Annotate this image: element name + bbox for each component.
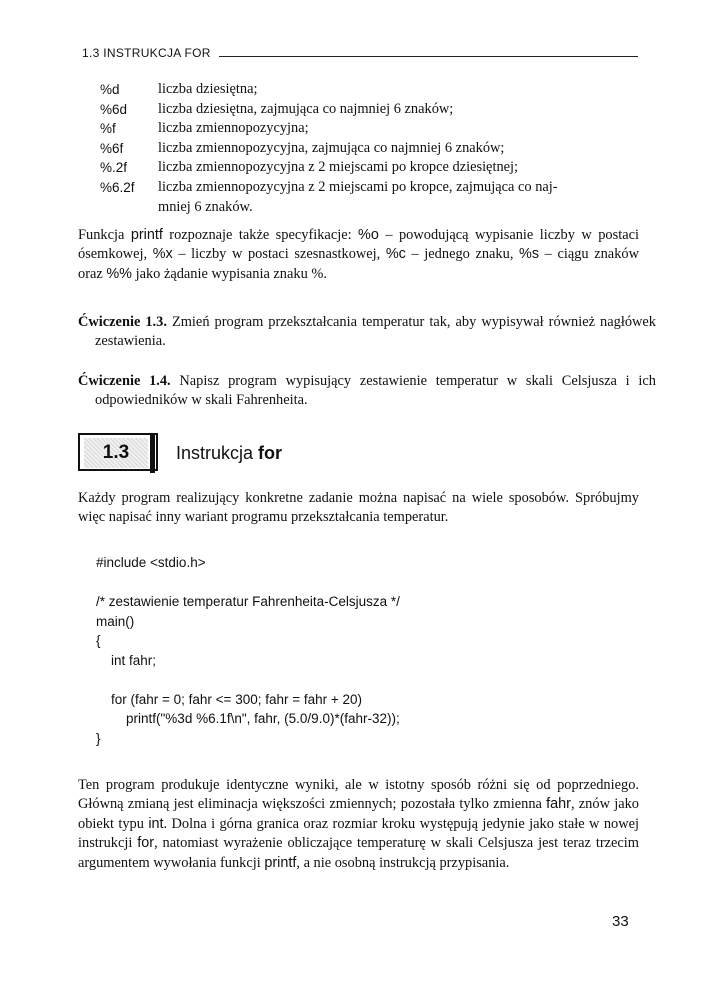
text-run: – powodującą wypisanie liczby w postaci ósemkowej,	[78, 227, 639, 263]
exercise-1-4	[78, 372, 656, 411]
specifier-description: liczba dziesiętna;	[158, 81, 258, 97]
section-title	[176, 443, 282, 464]
specifier-description: liczba zmiennopozycyjna z 2 miejscami po kropce dziesiętnej;	[158, 159, 519, 176]
specifier-description: liczba zmiennopozycyjna z 2 miejscami po kropce, zajmująca co naj-	[158, 178, 558, 195]
specifier-description: liczba dziesiętna, zajmująca co najmniej 6 znaków;	[158, 100, 454, 117]
specifier-row	[100, 198, 640, 218]
section-title-keyword: for	[258, 443, 283, 463]
section-number: 1.3	[84, 438, 148, 468]
code-line	[96, 573, 616, 593]
text-run: , a nie osobną instrukcją przypisania.	[296, 854, 510, 871]
specifier-code: %6d	[100, 101, 128, 117]
code-line: main()	[96, 613, 135, 629]
format-specifier-list	[100, 80, 640, 217]
section-title-text: Instrukcja	[176, 443, 259, 463]
header-rule	[219, 56, 638, 57]
code-term: printf	[130, 227, 163, 243]
specifier-description: liczba zmiennopozycyjna, zajmująca co najmniej 6 znaków;	[158, 139, 505, 156]
specifier-code	[100, 198, 158, 218]
exercise-label: Ćwiczenie 1.3.	[78, 314, 167, 330]
specifier-row	[100, 119, 640, 139]
text-run: – liczby w postaci szesnastkowej,	[172, 246, 386, 263]
code-term: int	[148, 815, 164, 832]
text-run: rozpoznaje także specyfikacje:	[162, 227, 359, 243]
text-run: , natomiast wyrażenie obliczające temperaturę w skali Celsjusza jest teraz trzecim argumentem wywołania funkcji	[78, 835, 639, 871]
code-line: printf("%3d %6.1f\n", fahr, (5.0/9.0)*(fahr-32));	[96, 711, 400, 726]
specifier-code: %6f	[100, 140, 124, 156]
code-term: %c	[385, 246, 406, 263]
text-run: , znów jako obiekt typu	[78, 796, 639, 832]
text-run: – ciągu znaków oraz	[78, 246, 639, 282]
exercise-text: Zmień program przekształcania temperatur tak, aby wypisywał również nagłówek zestawienia.	[95, 314, 656, 350]
section-number-box	[78, 433, 158, 471]
specifier-description: mniej 6 znaków.	[158, 198, 253, 215]
page-number: 33	[612, 913, 629, 930]
paragraph-explanation	[78, 776, 639, 873]
code-term: %x	[152, 246, 173, 263]
code-line: for (fahr = 0; fahr <= 300; fahr = fahr + 20)	[96, 691, 363, 707]
specifier-code: %d	[100, 82, 120, 97]
section-box-bar	[150, 433, 155, 473]
code-listing	[96, 553, 616, 748]
text-run: jako żądanie wypisania znaku %.	[131, 265, 327, 282]
specifier-row	[100, 80, 640, 100]
code-term: printf	[264, 854, 297, 871]
exercise-text: Napisz program wypisujący zestawienie temperatur w skali Celsjusza i ich odpowiedników w skali Fahrenheita.	[95, 373, 656, 409]
specifier-row	[100, 158, 640, 178]
specifier-code: %6.2f	[100, 179, 135, 195]
paragraph-specifications	[78, 226, 639, 284]
code-line: /* zestawienie temperatur Fahrenheita-Celsjusza */	[96, 594, 400, 609]
specifier-row	[100, 139, 640, 159]
specifier-row	[100, 178, 640, 198]
exercise-label: Ćwiczenie 1.4.	[78, 373, 171, 389]
code-term: %%	[106, 265, 132, 282]
specifier-code: %.2f	[100, 160, 128, 176]
code-line	[96, 670, 616, 690]
code-term: %s	[519, 246, 540, 263]
code-line: int fahr;	[96, 652, 157, 668]
code-line: }	[96, 730, 101, 746]
code-line: #include <stdio.h>	[96, 555, 206, 570]
paragraph-intro: Każdy program realizujący konkretne zadanie można napisać na wiele sposobów. Spróbujmy więc napisać inny wariant programu przekształcania temperatur.	[78, 490, 639, 526]
code-term: fahr	[546, 796, 571, 813]
text-run: Funkcja	[78, 227, 131, 243]
header-title: 1.3 INSTRUKCJA FOR	[82, 46, 211, 60]
code-line: {	[96, 633, 101, 648]
text-run: . Dolna i górna granica oraz rozmiar kroku występują jedynie jako stałe w nowej instrukcji	[78, 815, 640, 852]
text-run: – jednego znaku,	[405, 246, 520, 263]
exercise-1-3	[78, 313, 656, 352]
code-term: for	[137, 835, 155, 852]
specifier-description: liczba zmiennopozycyjna;	[158, 120, 309, 137]
running-header	[82, 40, 638, 60]
specifier-row	[100, 100, 640, 120]
specifier-code: %f	[100, 121, 116, 137]
text-run: Ten program produkuje identyczne wyniki, ale w istotny sposób różni się od poprzedniego. Główną zmianą jest eliminacja większości zmiennych; pozostała tylko zmienna	[78, 777, 639, 813]
code-term: %o	[358, 227, 379, 243]
